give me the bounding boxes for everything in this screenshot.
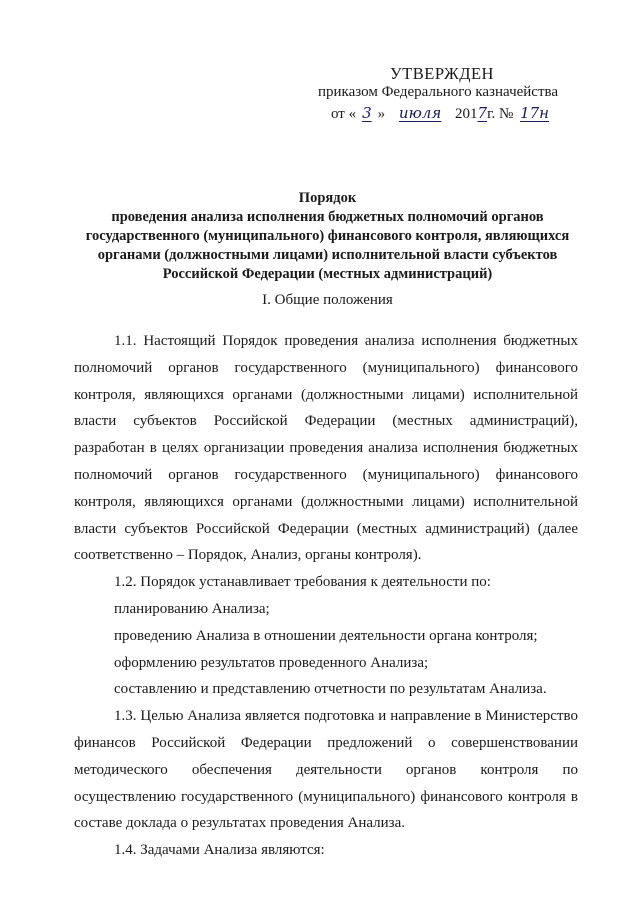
- list-item: планированию Анализа;: [114, 600, 270, 617]
- approval-order-line: приказом Федерального казначейства: [318, 84, 559, 100]
- approval-date-line: [331, 104, 552, 123]
- document-title: Порядок: [298, 190, 357, 206]
- order-number-handwritten: 17н: [520, 104, 550, 122]
- paragraph-1-4: 1.4. Задачами Анализа являются:: [114, 842, 325, 859]
- date-day-handwritten: 3: [362, 104, 372, 122]
- list-item: оформлению результатов проведенного Анализа;: [114, 654, 429, 671]
- date-year-prefix: 201: [455, 106, 478, 122]
- section-heading: I. Общие положения: [262, 292, 393, 308]
- paragraph-1-3: 1.3. Целью Анализа является подготовка и направление в Министерство финансов Российской Федерации предложений о совершенствовании методического обеспечения деятельности органов контроля по осуществлению государственного (муниципального) финансового контроля в составе доклада о результатах проведения Анализа.: [74, 708, 578, 832]
- date-month-handwritten: июля: [398, 104, 442, 122]
- date-year-suffix: г. №: [487, 106, 514, 122]
- paragraph-1-2: 1.2. Порядок устанавливает требования к деятельности по:: [114, 574, 491, 591]
- document-subtitle: проведения анализа исполнения бюджетных полномочий органов государственного (муниципального) финансового контроля, являющихся органами (должностными лицами) исполнительной власти субъектов Российской Федерации (местных администраций): [85, 209, 570, 282]
- list-item: проведению Анализа в отношении деятельности органа контроля;: [114, 627, 538, 644]
- document-body: [74, 328, 578, 864]
- date-separator: »: [377, 106, 386, 122]
- date-year-digit-handwritten: 7: [477, 104, 488, 122]
- paragraph-1-1: 1.1. Настоящий Порядок проведения анализа исполнения бюджетных полномочий органов государственного (муниципального) финансового контроля, являющихся органами (должностными лицами) исполнительной власти субъектов Российской Федерации (местных администраций), разработан в целях организации проведения анализа исполнения бюджетных полномочий органов государственного (муниципального) финансового контроля, являющихся органами (должностными лицами) исполнительной власти субъектов Российской Федерации (местных администраций) (далее соответственно – Порядок, Анализ, органы контроля).: [74, 333, 578, 564]
- document-title-block: [70, 189, 585, 284]
- date-prefix: от «: [331, 106, 357, 122]
- approval-title: УТВЕРЖДЕН: [390, 64, 494, 83]
- list-item: составлению и представлению отчетности по результатам Анализа.: [114, 681, 547, 698]
